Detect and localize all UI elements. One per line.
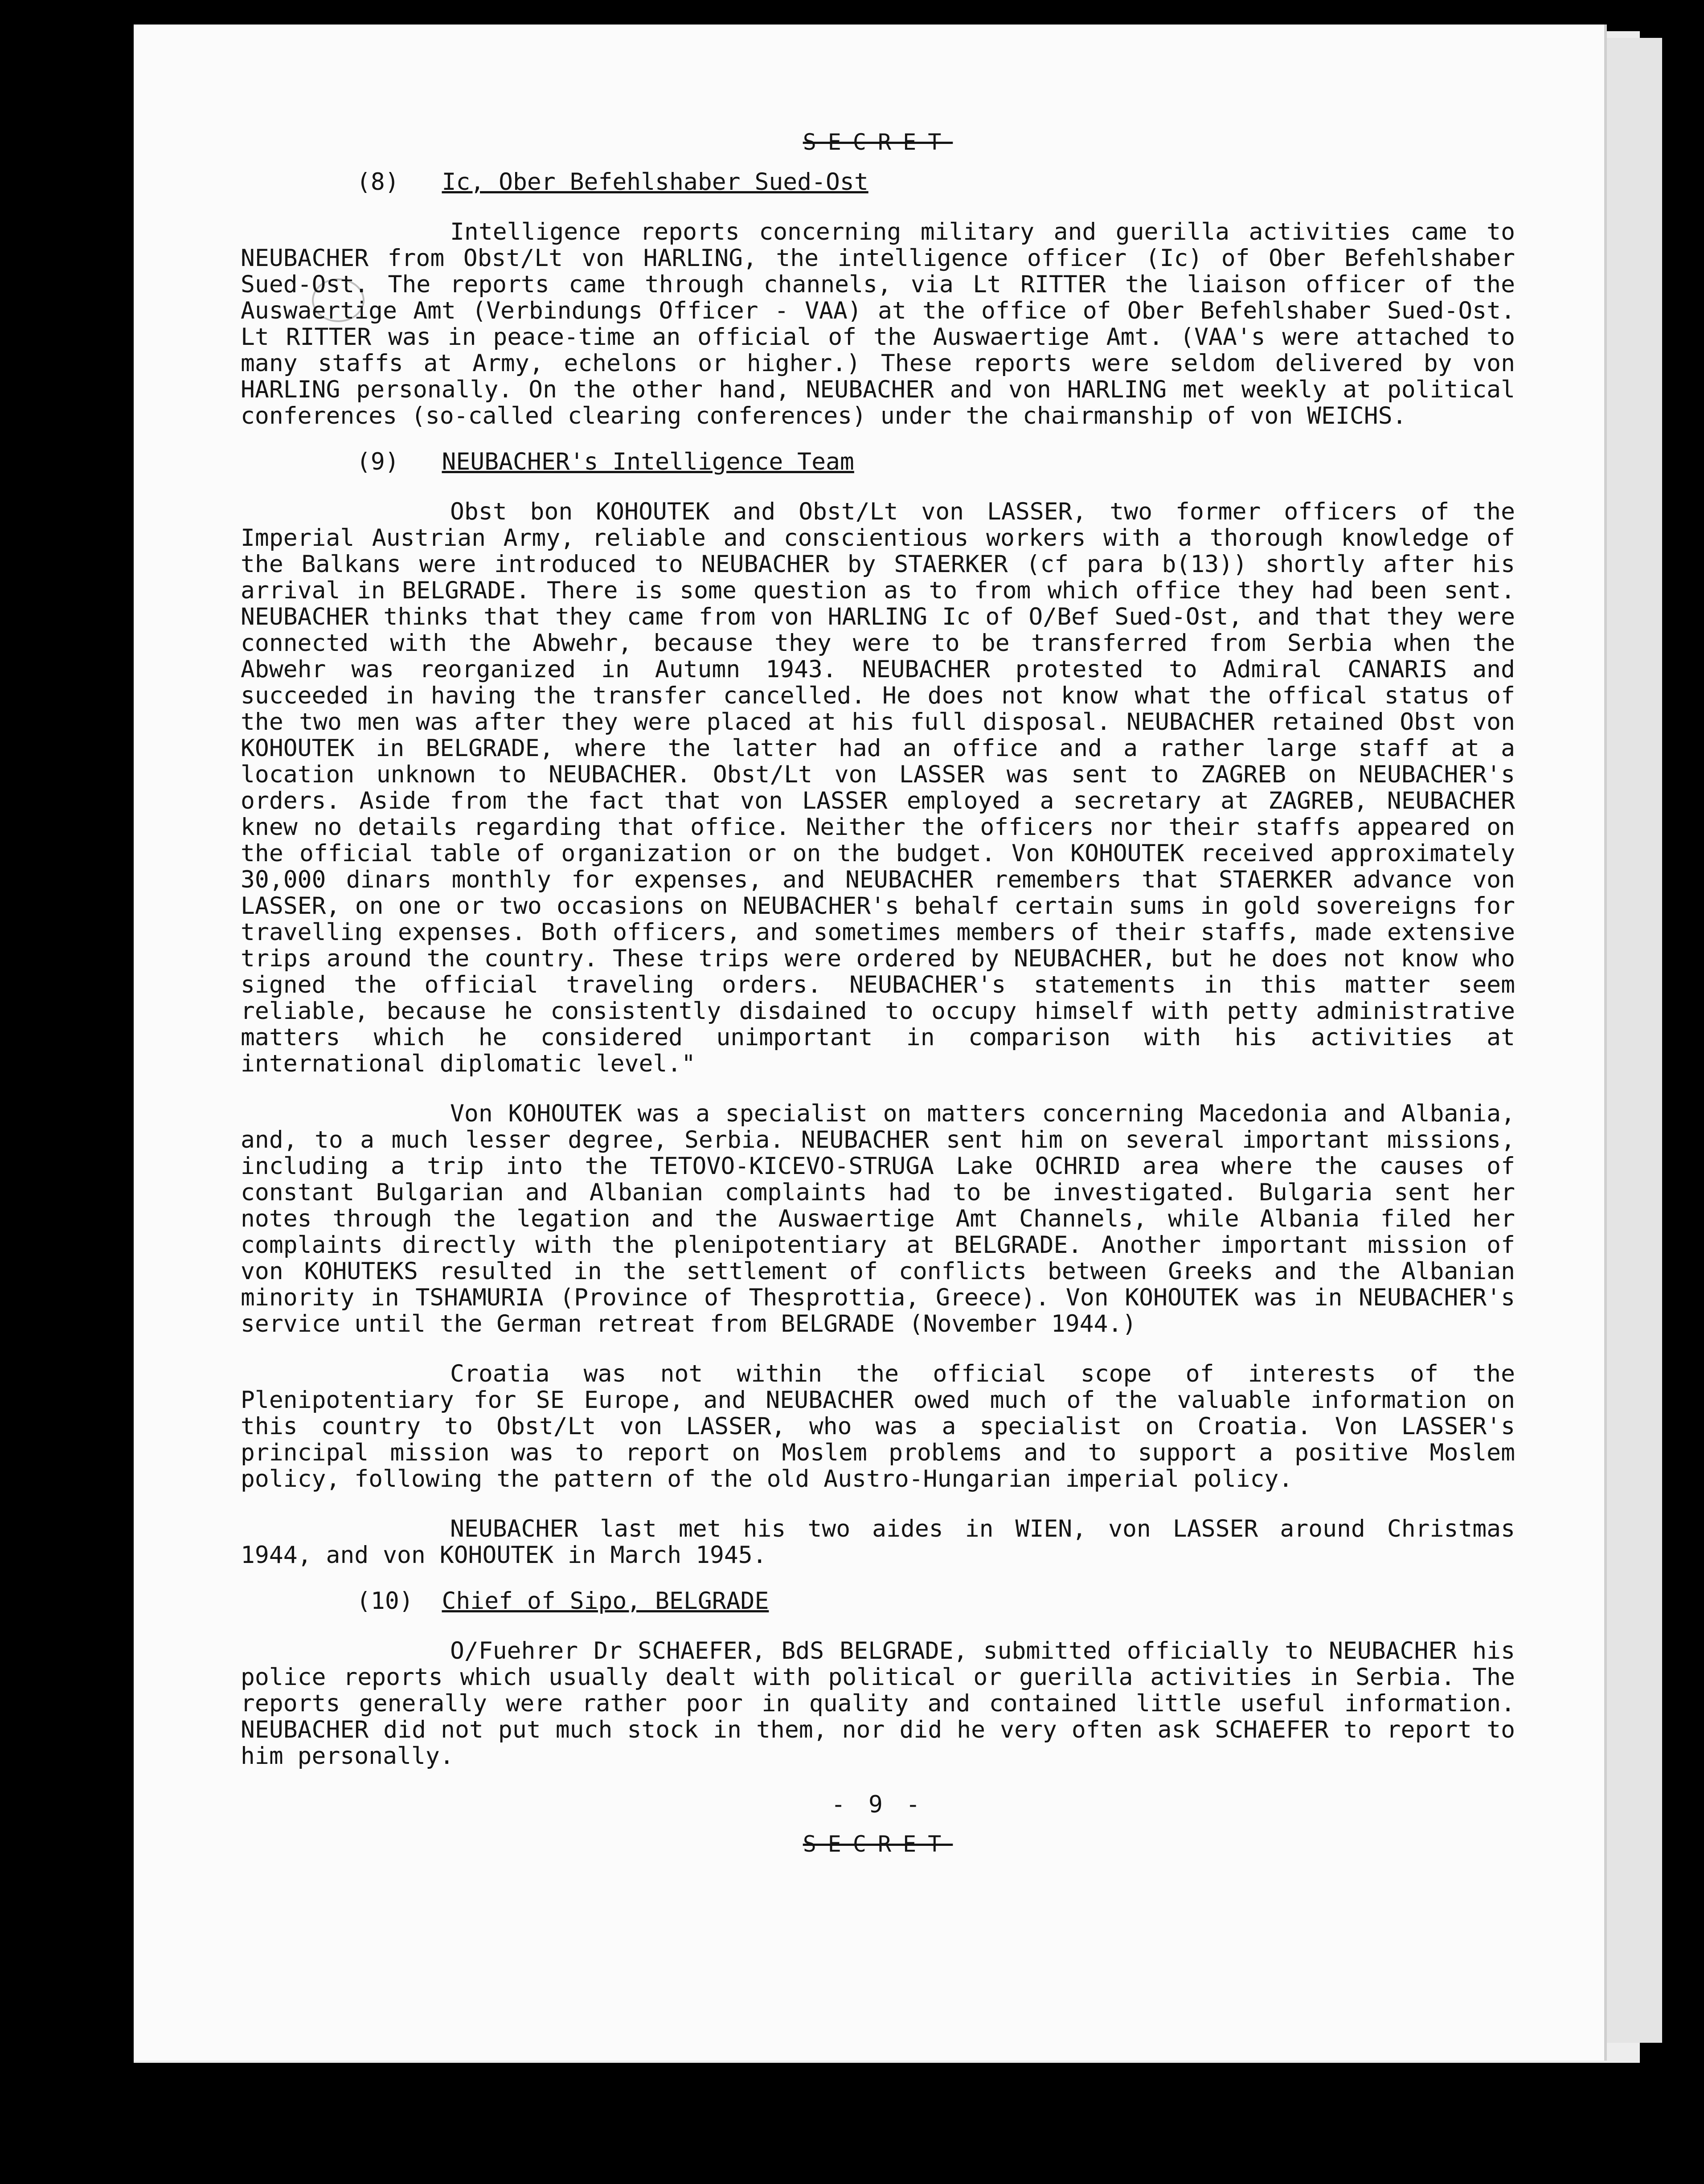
- paragraph: Obst bon KOHOUTEK and Obst/Lt von LASSER, two former officers of the Imperial Austrian Army, reliable and conscientious workers with a thorough knowledge of the Balkans were introduced to NEUBACHER by STAERKER (cf para b(13)) shortly after his arrival in BELGRADE. There is some question as to from which office they had been sent. NEUBACHER thinks that they came from von HARLING Ic of O/Bef Sued-Ost, and that they were connected with the Abwehr, because they were to be transferred from Serbia when the Abwehr was reorganized in Autumn 1943. NEUBACHER protested to Admiral CANARIS and succeeded in having the transfer cancelled. He does not know what the offical status of the two men was after they were placed at his full disposal. NEUBACHER retained Obst von KOHOUTEK in BELGRADE, where the latter had an office and a rather large staff at a location unknown to NEUBACHER. Obst/Lt von LASSER was sent to ZAGREB on NEUBACHER's orders. Aside from the fact that von LASSER employed a secretary at ZAGREB, NEUBACHER knew no details regarding that office. Neither the officers nor their staffs appeared on the official table of organization or on the budget. Von KOHOUTEK received approximately 30,000 dinars monthly for expenses, and NEUBACHER remembers that STAERKER advance von LASSER, on one or two occasions on NEUBACHER's behalf certain sums in gold sovereigns for travelling expenses. Both officers, and sometimes members of their staffs, made extensive trips around the country. These trips were ordered by NEUBACHER, but he does not know who signed the official traveling orders. NEUBACHER's statements in this matter seem reliable, because he consistently disdained to occupy himself with petty administrative matters which he considered unimportant in comparison with his activities at international diplomatic level.": [241, 498, 1515, 1077]
- classification-footer: SECRET: [803, 1831, 953, 1857]
- section-number: (10): [356, 1587, 414, 1615]
- section-heading-8: [356, 169, 1515, 195]
- section-heading-9: [356, 449, 1515, 475]
- paragraph: Von KOHOUTEK was a specialist on matters concerning Macedonia and Albania, and, to a much lesser degree, Serbia. NEUBACHER sent him on several important missions, including a trip into the TETOVO-KICEVO-STRUGA Lake OCHRID area where the causes of constant Bulgarian and Albanian complaints had to be investigated. Bulgaria sent her notes through the legation and the Auswaertige Amt Channels, while Albania filed her complaints directly with the plenipotentiary at BELGRADE. Another important mission of von KOHUTEKS resulted in the settlement of conflicts between Greeks and the Albanian minority in TSHAMURIA (Province of Thesprottia, Greece). Von KOHOUTEK was in NEUBACHER's service until the German retreat from BELGRADE (November 1944.): [241, 1100, 1515, 1337]
- section-number: (8): [356, 168, 399, 196]
- paragraph: Croatia was not within the official scope of interests of the Plenipotentiary for SE Europe, and NEUBACHER owed much of the valuable information on this country to Obst/Lt von LASSER, who was a specialist on Croatia. Von LASSER's principal mission was to report on Moslem problems and to support a positive Moslem policy, following the pattern of the old Austro-Hungarian imperial policy.: [241, 1360, 1515, 1493]
- section-heading-10: [356, 1588, 1515, 1614]
- paragraph: O/Fuehrer Dr SCHAEFER, BdS BELGRADE, submitted officially to NEUBACHER his police reports which usually dealt with political or guerilla activities in Serbia. The reports generally were rather poor in quality and contained little useful information. NEUBACHER did not put much stock in them, nor did he very often ask SCHAEFER to report to him personally.: [241, 1637, 1515, 1770]
- section-number: (9): [356, 448, 399, 475]
- document-content: [241, 129, 1515, 1857]
- section-title: NEUBACHER's Intelligence Team: [442, 448, 854, 475]
- classification-header: SECRET: [803, 129, 953, 155]
- paragraph: Intelligence reports concerning military and guerilla activities came to NEUBACHER from Obst/Lt von HARLING, the intelligence officer (Ic) of Ober Befehlshaber Sued-Ost. The reports came through channels, via Lt RITTER the liaison officer of the Auswaertige Amt (Verbindungs Officer - VAA) at the office of Ober Befehlshaber Sued-Ost. Lt RITTER was in peace-time an official of the Auswaertige Amt. (VAA's were attached to many staffs at Army, echelons or higher.) These reports were seldom delivered by von HARLING personally. On the other hand, NEUBACHER and von HARLING met weekly at political conferences (so-called clearing conferences) under the chairmanship of von WEICHS.: [241, 218, 1515, 429]
- section-title: Ic, Ober Befehlshaber Sued-Ost: [442, 168, 868, 196]
- page-number: - 9 -: [831, 1791, 925, 1818]
- section-title: Chief of Sipo, BELGRADE: [442, 1587, 769, 1615]
- paragraph: NEUBACHER last met his two aides in WIEN, von LASSER around Christmas 1944, and von KOHOUTEK in March 1945.: [241, 1515, 1515, 1569]
- document-page: [134, 25, 1604, 2061]
